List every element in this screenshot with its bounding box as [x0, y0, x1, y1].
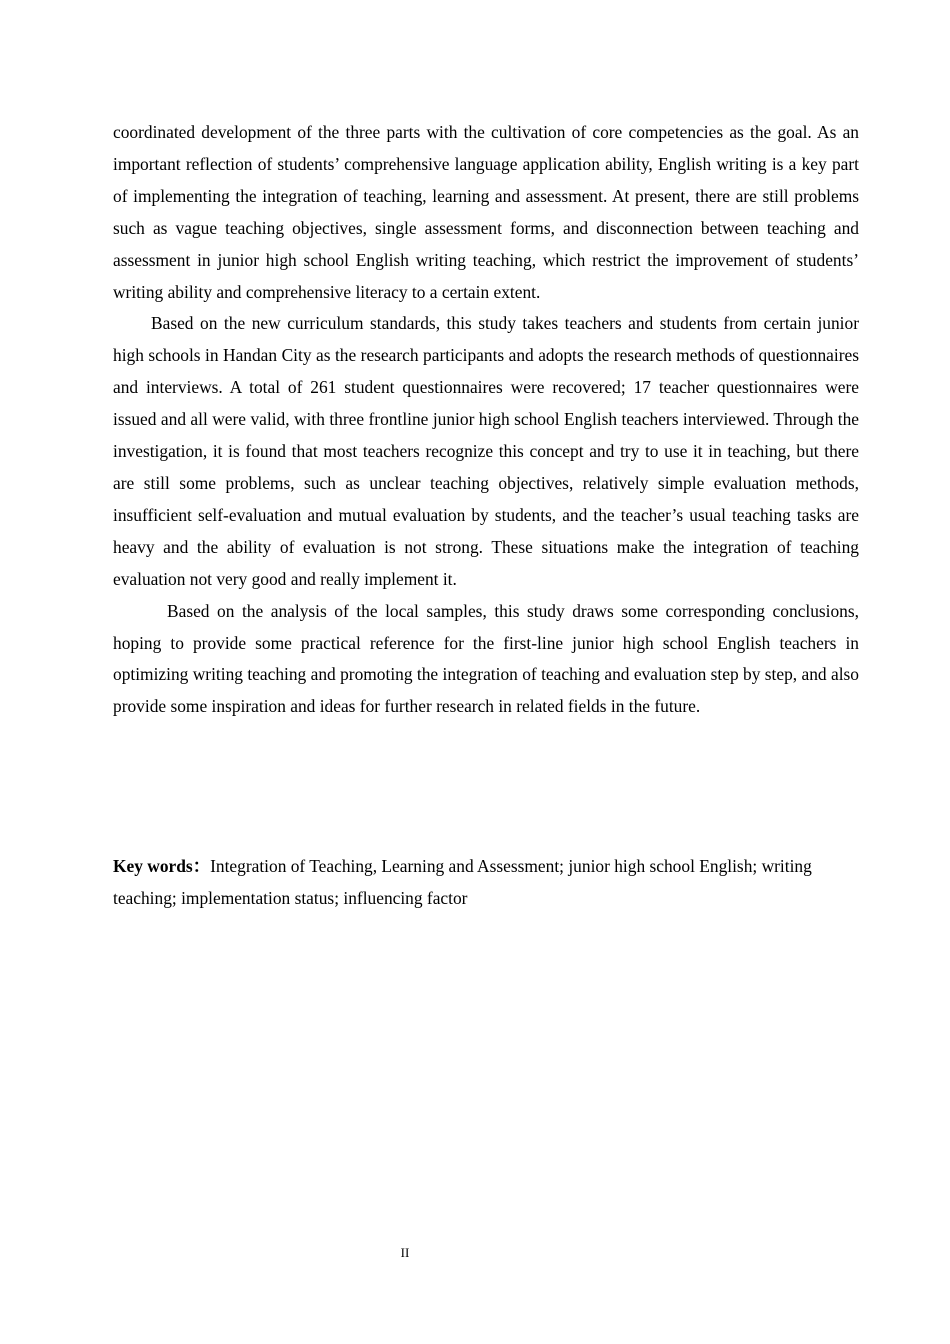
abstract-paragraph-3: Based on the analysis of the local samples, this study draws some corresponding conclusions, hoping to provide some practical reference for the first-line junior high school English teachers in optimizing writing teaching and promoting the integration of teaching and evaluation step by step, and also provide some inspiration and ideas for further research in related fields in the future.: [113, 600, 859, 717]
abstract-body: [113, 117, 859, 723]
keywords-text: Integration of Teaching, Learning and Assessment; junior high school English; writing teaching; implementation status; influencing factor: [113, 856, 812, 908]
abstract-paragraph-1: coordinated development of the three parts with the cultivation of core competencies as the goal. As an important reflection of students’ comprehensive language application ability, English writing is a key part of implementing the integration of teaching, learning and assessment. At present, there are still problems such as vague teaching objectives, single assessment forms, and disconnection between teaching and assessment in junior high school English writing teaching, which restrict the improvement of students’ writing ability and comprehensive literacy to a certain extent.: [113, 122, 859, 302]
page-number: II: [400, 1245, 410, 1260]
keywords-section: [113, 851, 859, 915]
abstract-paragraph-2: Based on the new curriculum standards, this study takes teachers and students from certain junior high schools in Handan City as the research participants and adopts the research methods of questionnaires and interviews. A total of 261 student questionnaires were recovered; 17 teacher questionnaires were issued and all were valid, with three frontline junior high school English teachers interviewed. Through the investigation, it is found that most teachers recognize this concept and try to use it in teaching, but there are still some problems, such as unclear teaching objectives, relatively simple evaluation methods, insufficient self-evaluation and mutual evaluation by students, and the teacher’s usual teaching tasks are heavy and the ability of evaluation is not strong. These situations make the integration of teaching evaluation not very good and really implement it.: [113, 313, 859, 589]
keywords-label: Key words：: [113, 856, 211, 876]
